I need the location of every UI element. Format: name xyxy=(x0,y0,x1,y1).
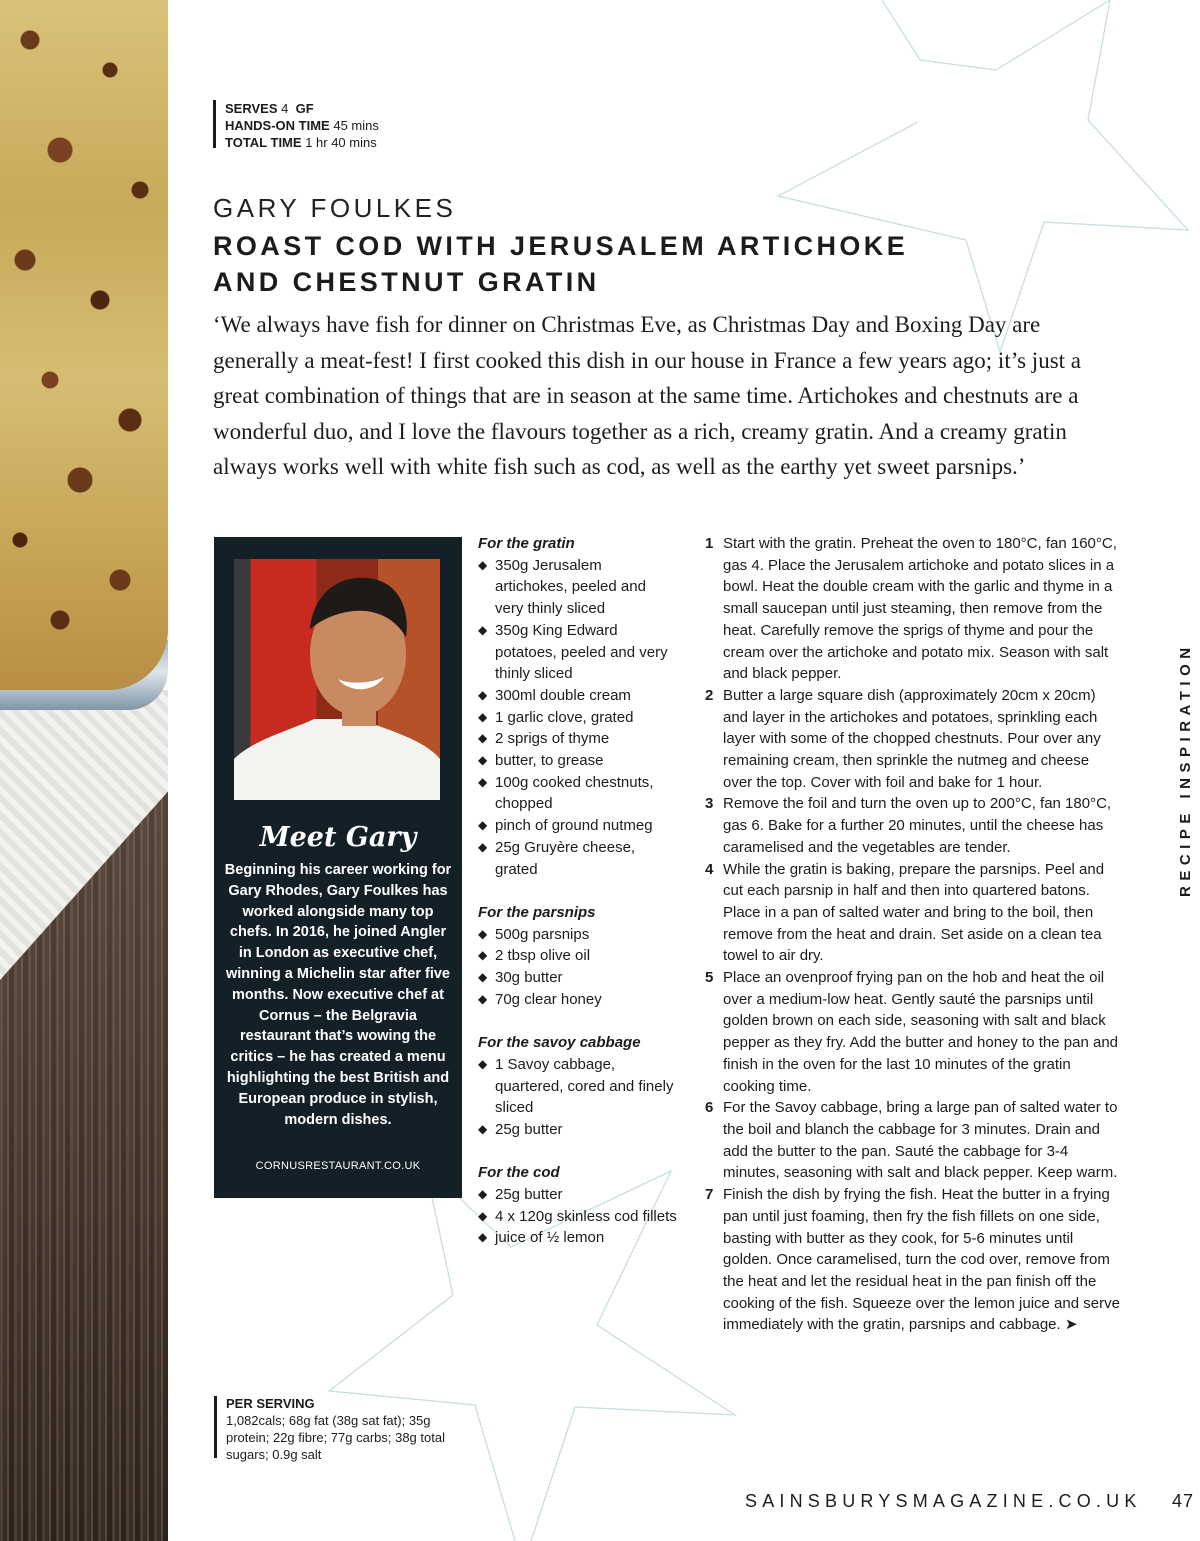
footer-url[interactable]: SAINSBURYSMAGAZINE.CO.UK xyxy=(745,1491,1142,1511)
chef-portrait xyxy=(234,559,440,800)
title-line-2: AND CHESTNUT GRATIN xyxy=(213,267,600,297)
step-number: 4 xyxy=(705,860,714,878)
step-text: Place an ovenproof frying pan on the hob and heat the oil over a medium-low heat. Gently sauté the parsnips until golden brown on each side, seasoning with salt and black pepper as they fry. Add the butter and honey to the pan and finish in the oven for the last 10 minutes of the gratin cooking time. xyxy=(723,969,1119,1095)
ingredient-item: ◆ 350g King Edward potatoes, peeled and very thinly sliced xyxy=(478,620,678,685)
step-text: Remove the foil and turn the oven up to 200°C, fan 180°C, gas 6. Bake for a further 20 minutes, until the cheese has caramelised and the vegetables are tender. xyxy=(723,795,1112,856)
ingredient-item: ◆ 4 x 120g skinless cod fillets xyxy=(478,1206,678,1228)
method-step xyxy=(705,685,1120,794)
step-text: While the gratin is baking, prepare the parsnips. Peel and cut each parsnip in half and then into quartered batons. Place in a pan of salted water and bring to the boil, then remove from the heat and drain. Set aside on a clean tea towel to air dry. xyxy=(723,860,1105,965)
serves-value: 4 xyxy=(281,101,289,116)
ingredient-item: ◆ 70g clear honey xyxy=(478,989,678,1011)
hands-on-value: 45 mins xyxy=(333,118,379,133)
total-time-value: 1 hr 40 mins xyxy=(305,135,377,150)
step-number: 6 xyxy=(705,1099,714,1117)
ingredient-item: ◆ 25g butter xyxy=(478,1184,678,1206)
ingredients-list xyxy=(478,555,678,881)
ingredient-item: ◆ pinch of ground nutmeg xyxy=(478,815,678,837)
restaurant-link[interactable]: CORNUSRESTAURANT.CO.UK xyxy=(255,1160,421,1172)
nutrition-heading: PER SERVING xyxy=(226,1396,315,1411)
method-column xyxy=(705,533,1120,1336)
step-text: Butter a large square dish (approximately 20cm x 20cm) and layer in the artichokes and potatoes, sprinkling each layer with some of the chopped chestnuts. Pour over any remaining cream, then sprinkle the nutmeg and cheese over the top. Cover with foil and bake for 1 hour. xyxy=(723,686,1101,791)
ingredients-heading: For the savoy cabbage xyxy=(478,1034,641,1052)
ingredient-item: ◆ 2 tbsp olive oil xyxy=(478,945,678,967)
ingredient-item: ◆ 300ml double cream xyxy=(478,685,678,707)
ingredient-item: ◆ 500g parsnips xyxy=(478,924,678,946)
step-number: 5 xyxy=(705,969,714,987)
title-line-1: ROAST COD WITH JERUSALEM ARTICHOKE xyxy=(213,231,909,261)
ingredients-gratin xyxy=(478,533,678,880)
ingredient-item: ◆ 1 garlic clove, grated xyxy=(478,707,678,729)
method-step xyxy=(705,1184,1120,1336)
serves-label: SERVES xyxy=(225,101,278,116)
recipe-meta xyxy=(225,100,379,151)
step-text: Start with the gratin. Preheat the oven to 180°C, fan 160°C, gas 4. Place the Jerusalem artichoke and potato slices in a bowl. Heat the double cream with the garlic and thyme in a small saucepan until just steaming, then remove from the heat. Carefully remove the sprigs of thyme and pour the cream over the artichoke and potato mix. Season with salt and black pepper. xyxy=(723,535,1117,683)
ingredients-parsnips xyxy=(478,902,678,1011)
recipe-title xyxy=(213,228,908,300)
ingredients-list xyxy=(478,1184,678,1249)
ingredients-heading: For the parsnips xyxy=(478,903,596,921)
ingredients-heading: For the cod xyxy=(478,1164,560,1182)
nutrition-text: 1,082cals; 68g fat (38g sat fat); 35g protein; 22g fibre; 77g carbs; 38g total sugars; 0.9g salt xyxy=(226,1413,445,1462)
method-step xyxy=(705,967,1120,1097)
hands-on-label: HANDS-ON TIME xyxy=(225,118,330,133)
ingredient-item: ◆ 25g butter xyxy=(478,1119,678,1141)
method-steps xyxy=(705,533,1120,1336)
ingredient-item: ◆ 30g butter xyxy=(478,967,678,989)
ingredient-item: ◆ 1 Savoy cabbage, quartered, cored and finely sliced xyxy=(478,1054,678,1119)
step-text: Finish the dish by frying the fish. Heat the butter in a frying pan until just foaming, then fry the fish fillets on one side, basting with butter as they cook, for 5-6 minutes until golden. Once caramelised, turn the cod over, remove from the heat and let the residual heat in the pan finish off the cooking of the fish. Squeeze over the lemon juice and serve immediately with the gratin, parsnips and cabbage. xyxy=(723,1186,1120,1334)
chef-quote: ‘We always have fish for dinner on Christmas Eve, as Christmas Day and Boxing Day are generally a meat-fest! I first cooked this dish in our house in France a few years ago; it’s just a great combination of things that are in season at the same time. Artichokes and chestnuts are a wonderful duo, and I love the flavours together as a rich, creamy gratin. And a creamy gratin always works well with white fish such as cod, as well as the earthy yet sweet parsnips.’ xyxy=(213,312,1081,479)
ingredients-cabbage xyxy=(478,1032,678,1141)
ingredient-item: ◆ butter, to grease xyxy=(478,750,678,772)
food-photo-strip xyxy=(0,0,168,1541)
meet-bio: Beginning his career working for Gary Rhodes, Gary Foulkes has worked alongside many top chefs. In 2016, he joined Angler in London as executive chef, winning a Michelin star after five months. Now executive chef at Cornus – the Belgravia restaurant that’s wowing the critics – he has created a menu highlighting the best British and European produce in stylish, modern dishes. xyxy=(224,862,452,1128)
chef-silhouette-icon xyxy=(234,559,440,800)
ingredients-heading: For the gratin xyxy=(478,535,575,552)
ingredient-item: ◆ 100g cooked chestnuts, chopped xyxy=(478,772,678,815)
star-outline-top-icon xyxy=(770,0,1200,360)
chef-name: GARY FOULKES xyxy=(213,193,457,223)
gratin-image xyxy=(0,0,168,690)
step-number: 2 xyxy=(705,686,714,704)
ingredient-item: ◆ juice of ½ lemon xyxy=(478,1227,678,1249)
step-number: 1 xyxy=(705,535,714,552)
step-number: 3 xyxy=(705,795,714,813)
nutrition-rule xyxy=(214,1396,217,1458)
ingredient-item: ◆ 25g Gruyère cheese, grated xyxy=(478,837,678,880)
total-time-label: TOTAL TIME xyxy=(225,135,302,150)
meet-title: Meet Gary xyxy=(259,822,417,853)
page-number: 47 xyxy=(1172,1491,1195,1511)
ingredients-list xyxy=(478,924,678,1011)
method-step xyxy=(705,1097,1120,1184)
method-step xyxy=(705,793,1120,858)
step-number: 7 xyxy=(705,1186,714,1204)
ingredients-list xyxy=(478,1054,678,1141)
ingredient-item: ◆ 2 sprigs of thyme xyxy=(478,728,678,750)
meta-rule xyxy=(213,100,216,148)
step-text: For the Savoy cabbage, bring a large pan of salted water to the boil and blanch the cabbage for 3 minutes. Drain and add the butter to the pan. Sauté the cabbage for 3-4 minutes, seasoning with salt and black pepper. Keep warm. xyxy=(723,1099,1118,1182)
ingredient-item: ◆ 350g Jerusalem artichokes, peeled and very thinly sliced xyxy=(478,555,678,620)
continue-arrow-icon: ➤ xyxy=(1064,1316,1078,1334)
method-step xyxy=(705,533,1120,685)
ingredients-cod xyxy=(478,1162,678,1249)
ingredients-column xyxy=(478,533,678,1271)
method-step xyxy=(705,859,1120,968)
section-label: RECIPE INSPIRATION xyxy=(1177,642,1194,898)
gf-label: GF xyxy=(295,101,314,116)
